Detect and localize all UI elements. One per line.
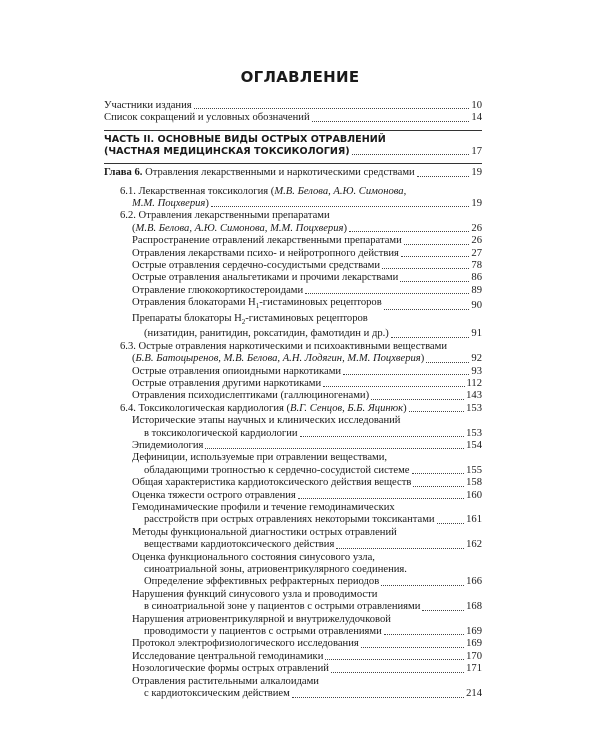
toc-section-6-4[interactable] (104, 403, 482, 415)
toc-section-6-3[interactable] (104, 341, 482, 366)
section-title: 6.4. Токсикологическая кардиология ( (120, 402, 291, 414)
entry-page: 155 (466, 464, 482, 476)
entry-page: 160 (466, 489, 482, 501)
dot-leader (323, 386, 464, 387)
entry-page: 26 (471, 222, 482, 234)
entry-text: Участники издания (104, 100, 192, 111)
entry-page: 93 (471, 365, 482, 377)
entry-text-line-2: расстройств при острых отравлениях некоторыми токсикантами (144, 514, 435, 526)
entry-page: 90 (471, 300, 482, 312)
entry-text: Нарушения функций синусового узла и проводимости (132, 588, 378, 600)
entry-text: Острые отравления другими наркотиками (132, 377, 322, 389)
dot-leader (336, 548, 464, 549)
entry-text: Общая характеристика кардиотоксического действия веществ (132, 477, 412, 489)
toc-subentry[interactable] (104, 651, 482, 663)
entry-text: Препараты блокаторы Н (132, 312, 242, 324)
entry-page: 161 (466, 514, 482, 526)
section-authors-cont: М.М. Поцхверия (132, 198, 206, 210)
entry-text: Протокол электрофизиологического исследования (132, 638, 359, 650)
entry-page: 168 (466, 601, 482, 613)
toc-subentry[interactable] (104, 502, 482, 527)
entry-page: 27 (471, 247, 482, 259)
entry-text: Список сокращений и условных обозначений (104, 112, 310, 124)
toc-subentry[interactable] (104, 452, 482, 477)
toc-part-heading[interactable] (104, 134, 482, 158)
entry-text-line-2: с кардиотоксическим действием (144, 688, 290, 700)
section-title: 6.3. Острые отравления наркотическими и психоактивными веществами (120, 340, 448, 352)
entry-text: Оценка тяжести острого отравления (132, 489, 296, 501)
dot-leader (298, 498, 464, 499)
toc-chapter-6[interactable] (104, 167, 482, 179)
toc-subentry[interactable] (104, 477, 482, 489)
entry-page: 171 (466, 663, 482, 675)
entry-text-line-2: веществами кардиотоксического действия (144, 539, 335, 551)
dot-leader (312, 121, 470, 122)
toc-subentry[interactable] (104, 378, 482, 390)
entry-page: 153 (466, 402, 482, 414)
entry-text: Нозологические формы острых отравлений (132, 663, 329, 675)
paren: ( (132, 353, 136, 365)
page-title: ОГЛАВЛЕНИЕ (240, 68, 360, 86)
toc-subentry[interactable] (104, 589, 482, 614)
toc-subentry[interactable] (104, 272, 482, 284)
entry-text-cont: -гистаминовых рецепторов (259, 297, 382, 309)
paren: ) (343, 222, 347, 234)
part-title-line-1: ЧАСТЬ II. ОСНОВНЫЕ ВИДЫ ОСТРЫХ ОТРАВЛЕНИЙ (104, 133, 386, 145)
paren: ( (132, 222, 136, 234)
subscript: 2 (241, 317, 246, 326)
section-authors: В.Г. Сенцов, Б.Б. Яцинюк (290, 402, 404, 414)
entry-text-line-2: проводимости у пациентов с острыми отравлениями (144, 626, 382, 638)
chapter-title: Отравления лекарственными и наркотическими средствами (145, 167, 415, 179)
toc-subentry[interactable] (104, 614, 482, 639)
dot-leader (437, 523, 465, 524)
entry-page: 214 (466, 688, 482, 700)
dot-leader (305, 293, 469, 294)
dot-leader (412, 473, 465, 474)
entry-text: Методы функциональной диагностики острых отравлений (132, 526, 397, 538)
toc-subentry[interactable] (104, 260, 482, 272)
toc-subentry[interactable] (104, 440, 482, 452)
dot-leader (211, 206, 470, 207)
entry-page: 10 (471, 100, 482, 111)
paren: ) (205, 198, 209, 210)
entry-text: Острые отравления опиоидными наркотиками (132, 365, 342, 377)
entry-page: 17 (471, 146, 482, 158)
entry-text: Отравления растительными алкалоидами (132, 675, 319, 687)
entry-text-line-2: синоатриальной зоны, атриовентрикулярного соединения. (144, 564, 407, 576)
dot-leader (292, 697, 464, 698)
entry-page: 158 (466, 477, 482, 489)
dot-leader (384, 634, 464, 635)
dot-leader (205, 448, 464, 449)
dot-leader (417, 176, 470, 177)
dot-leader (331, 672, 464, 673)
entry-page: 154 (466, 439, 482, 451)
entry-text: Острые отравления анальгетиками и прочими лекарствами (132, 272, 399, 284)
section-authors: М.В. Белова, А.Ю. Симонова, (274, 185, 407, 197)
toc-subentry[interactable] (104, 248, 482, 260)
dot-leader (382, 268, 469, 269)
dot-leader (194, 108, 470, 109)
dot-leader (409, 411, 464, 412)
dot-leader (300, 436, 465, 437)
dot-leader (384, 309, 470, 310)
toc-subentry[interactable] (104, 415, 482, 440)
subscript: 1 (255, 302, 260, 311)
entry-page: 78 (471, 260, 482, 272)
toc-subentry-h2-blockers[interactable] (104, 313, 482, 341)
entry-page: 26 (471, 235, 482, 247)
table-of-contents (104, 100, 482, 701)
entry-text: Исследование центральной гемодинамики (132, 650, 324, 662)
entry-page: 170 (466, 650, 482, 662)
entry-page: 153 (466, 427, 482, 439)
entry-text-line-2: в синоатриальной зоне у пациентов с острыми отравлениями (144, 601, 421, 613)
dot-leader (352, 154, 470, 155)
dot-leader (343, 374, 469, 375)
entry-text: Отравления блокаторами Н (132, 297, 256, 309)
entry-page: 89 (471, 284, 482, 296)
entry-text: Нарушения атриовентрикулярной и внутрижелудочковой (132, 613, 391, 625)
entry-page: 19 (471, 167, 482, 179)
dot-leader (413, 486, 464, 487)
section-authors: Б.В. Батоцыренов, М.В. Белова, А.Н. Лодягин, М.М. Поцхверия (135, 353, 421, 365)
dot-leader (361, 647, 464, 648)
entry-text-line-3: Определение эффективных рефрактерных периодов (144, 576, 380, 588)
entry-text: Распространение отравлений лекарственными препаратами (132, 235, 402, 247)
entry-page: 169 (466, 626, 482, 638)
dot-leader (426, 362, 469, 363)
entry-page: 162 (466, 539, 482, 551)
toc-section-6-1[interactable] (104, 186, 482, 211)
dot-leader (381, 585, 464, 586)
entry-text: Эпидемиология (132, 439, 204, 451)
divider (104, 130, 482, 131)
entry-page: 143 (466, 390, 482, 402)
section-authors: М.В. Белова, А.Ю. Симонова, М.М. Поцхверия (135, 222, 344, 234)
toc-subentry[interactable] (104, 676, 482, 701)
toc-subentry[interactable] (104, 638, 482, 650)
entry-text: Острые отравления сердечно-сосудистыми средствами (132, 260, 381, 272)
toc-subentry[interactable] (104, 390, 482, 402)
chapter-label: Глава 6. (104, 167, 143, 179)
paren: ) (403, 402, 407, 414)
entry-text: Дефиниции, используемые при отравлении веществами, (132, 452, 388, 464)
entry-page: 19 (471, 198, 482, 210)
toc-subentry[interactable] (104, 490, 482, 502)
entry-page: 86 (471, 272, 482, 284)
part-title-line-2: (ЧАСТНАЯ МЕДИЦИНСКАЯ ТОКСИКОЛОГИЯ) (104, 146, 350, 158)
toc-subentry[interactable] (104, 663, 482, 675)
toc-subentry[interactable] (104, 366, 482, 378)
entry-text: Оценка функционального состояния синусового узла, (132, 551, 375, 563)
toc-section-6-2[interactable] (104, 210, 482, 235)
entry-text: Отравление глюкокортикостероидами (132, 284, 304, 296)
dot-leader (371, 399, 464, 400)
entry-page: 166 (466, 576, 482, 588)
dot-leader (325, 659, 464, 660)
toc-entry-abbreviations[interactable] (104, 112, 482, 124)
entry-text: Отравления лекарствами психо- и нейротропного действия (132, 247, 399, 259)
entry-page: 92 (471, 353, 482, 365)
toc-subentry[interactable] (104, 552, 482, 589)
dot-leader (349, 231, 469, 232)
entry-page: 14 (471, 112, 482, 124)
entry-text: Исторические этапы научных и клинических исследований (132, 415, 401, 427)
divider (104, 163, 482, 164)
section-title: 6.1. Лекарственная токсикология ( (120, 185, 275, 197)
entry-text-cont: -гистаминовых рецепторов (245, 312, 368, 324)
toc-subentry[interactable] (104, 527, 482, 552)
section-title: 6.2. Отравления лекарственными препаратами (120, 210, 330, 222)
entry-text: Отравления психодислептиками (галлюциногенами) (132, 390, 370, 402)
entry-page: 91 (471, 328, 482, 340)
entry-text-line-2: в токсикологической кардиологии (144, 427, 298, 439)
dot-leader (404, 244, 470, 245)
dot-leader (401, 256, 470, 257)
entry-text: Гемодинамические профили и течение гемодинамических (132, 502, 395, 513)
toc-subentry[interactable] (104, 285, 482, 297)
toc-subentry[interactable] (104, 235, 482, 247)
dot-leader (422, 610, 464, 611)
entry-page: 169 (466, 638, 482, 650)
toc-entry-contributors[interactable] (104, 100, 482, 112)
dot-leader (400, 281, 469, 282)
dot-leader (391, 337, 470, 338)
toc-subentry-h1-blockers[interactable] (104, 297, 482, 313)
entry-page: 112 (466, 377, 482, 389)
entry-text-line-2: (низатидин, ранитидин, роксатидин, фамотидин и др.) (144, 328, 389, 340)
paren: ) (420, 353, 425, 365)
entry-text-line-2: обладающими тропностью к сердечно-сосудистой системе (144, 464, 410, 476)
